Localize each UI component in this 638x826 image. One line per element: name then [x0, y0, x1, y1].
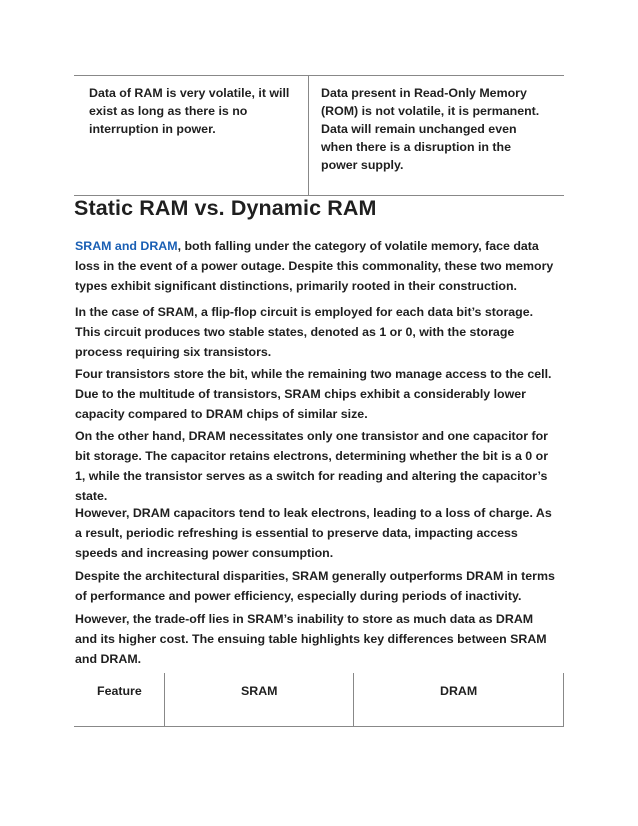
comparison-table-top [74, 75, 564, 196]
paragraph-dram-capacitor: On the other hand, DRAM necessitates only one transistor and one capacitor for bit storage. The capacitor retains electrons, determining whether the bit is a 0 or 1, while the transistor serves as a switch for reading and altering the capacitor’s state. [75, 429, 549, 503]
comparison-table-bottom [74, 673, 564, 727]
sram-dram-link[interactable]: SRAM and DRAM [75, 239, 178, 253]
table-divider [353, 673, 354, 726]
table-divider [563, 673, 564, 726]
paragraph-intro [75, 236, 567, 296]
paragraph-tradeoff: However, the trade-off lies in SRAM’s inability to store as much data as DRAM and its higher cost. The ensuing table highlights key differences between SRAM and DRAM. [75, 612, 547, 666]
paragraph-intro-text: , both falling under the category of volatile memory, face data loss in the event of a power outage. Despite this commonality, these two memory types exhibit significant distinctions, primarily rooted in their construction. [75, 239, 554, 293]
paragraph-transistors: Four transistors store the bit, while the remaining two manage access to the cell. Due to the multitude of transistors, SRAM chips exhibit a considerably lower capacity compared to DRAM chips of similar size. [75, 367, 552, 421]
table-cell-rom: Data present in Read-Only Memory (ROM) is not volatile, it is permanent. Data will remain unchanged even when there is a disruption in the power supply. [321, 86, 540, 172]
table-cell-ram: Data of RAM is very volatile, it will exist as long as there is no interruption in power. [89, 86, 290, 136]
header-dram: DRAM [440, 684, 478, 698]
paragraph-sram-flipflop: In the case of SRAM, a flip-flop circuit is employed for each data bit’s storage. This circuit produces two stable states, denoted as 1 or 0, with the storage process requiring six transistors. [75, 305, 534, 359]
header-sram: SRAM [241, 684, 278, 698]
paragraph-dram-refresh: However, DRAM capacitors tend to leak electrons, leading to a loss of charge. As a result, periodic refreshing is essential to preserve data, impacting access speeds and increasing power consumption. [75, 506, 552, 560]
table-divider [308, 76, 309, 195]
header-feature: Feature [97, 684, 142, 698]
section-heading: Static RAM vs. Dynamic RAM [74, 196, 377, 220]
table-divider [164, 673, 165, 726]
paragraph-performance: Despite the architectural disparities, SRAM generally outperforms DRAM in terms of performance and power efficiency, especially during periods of inactivity. [75, 569, 555, 603]
